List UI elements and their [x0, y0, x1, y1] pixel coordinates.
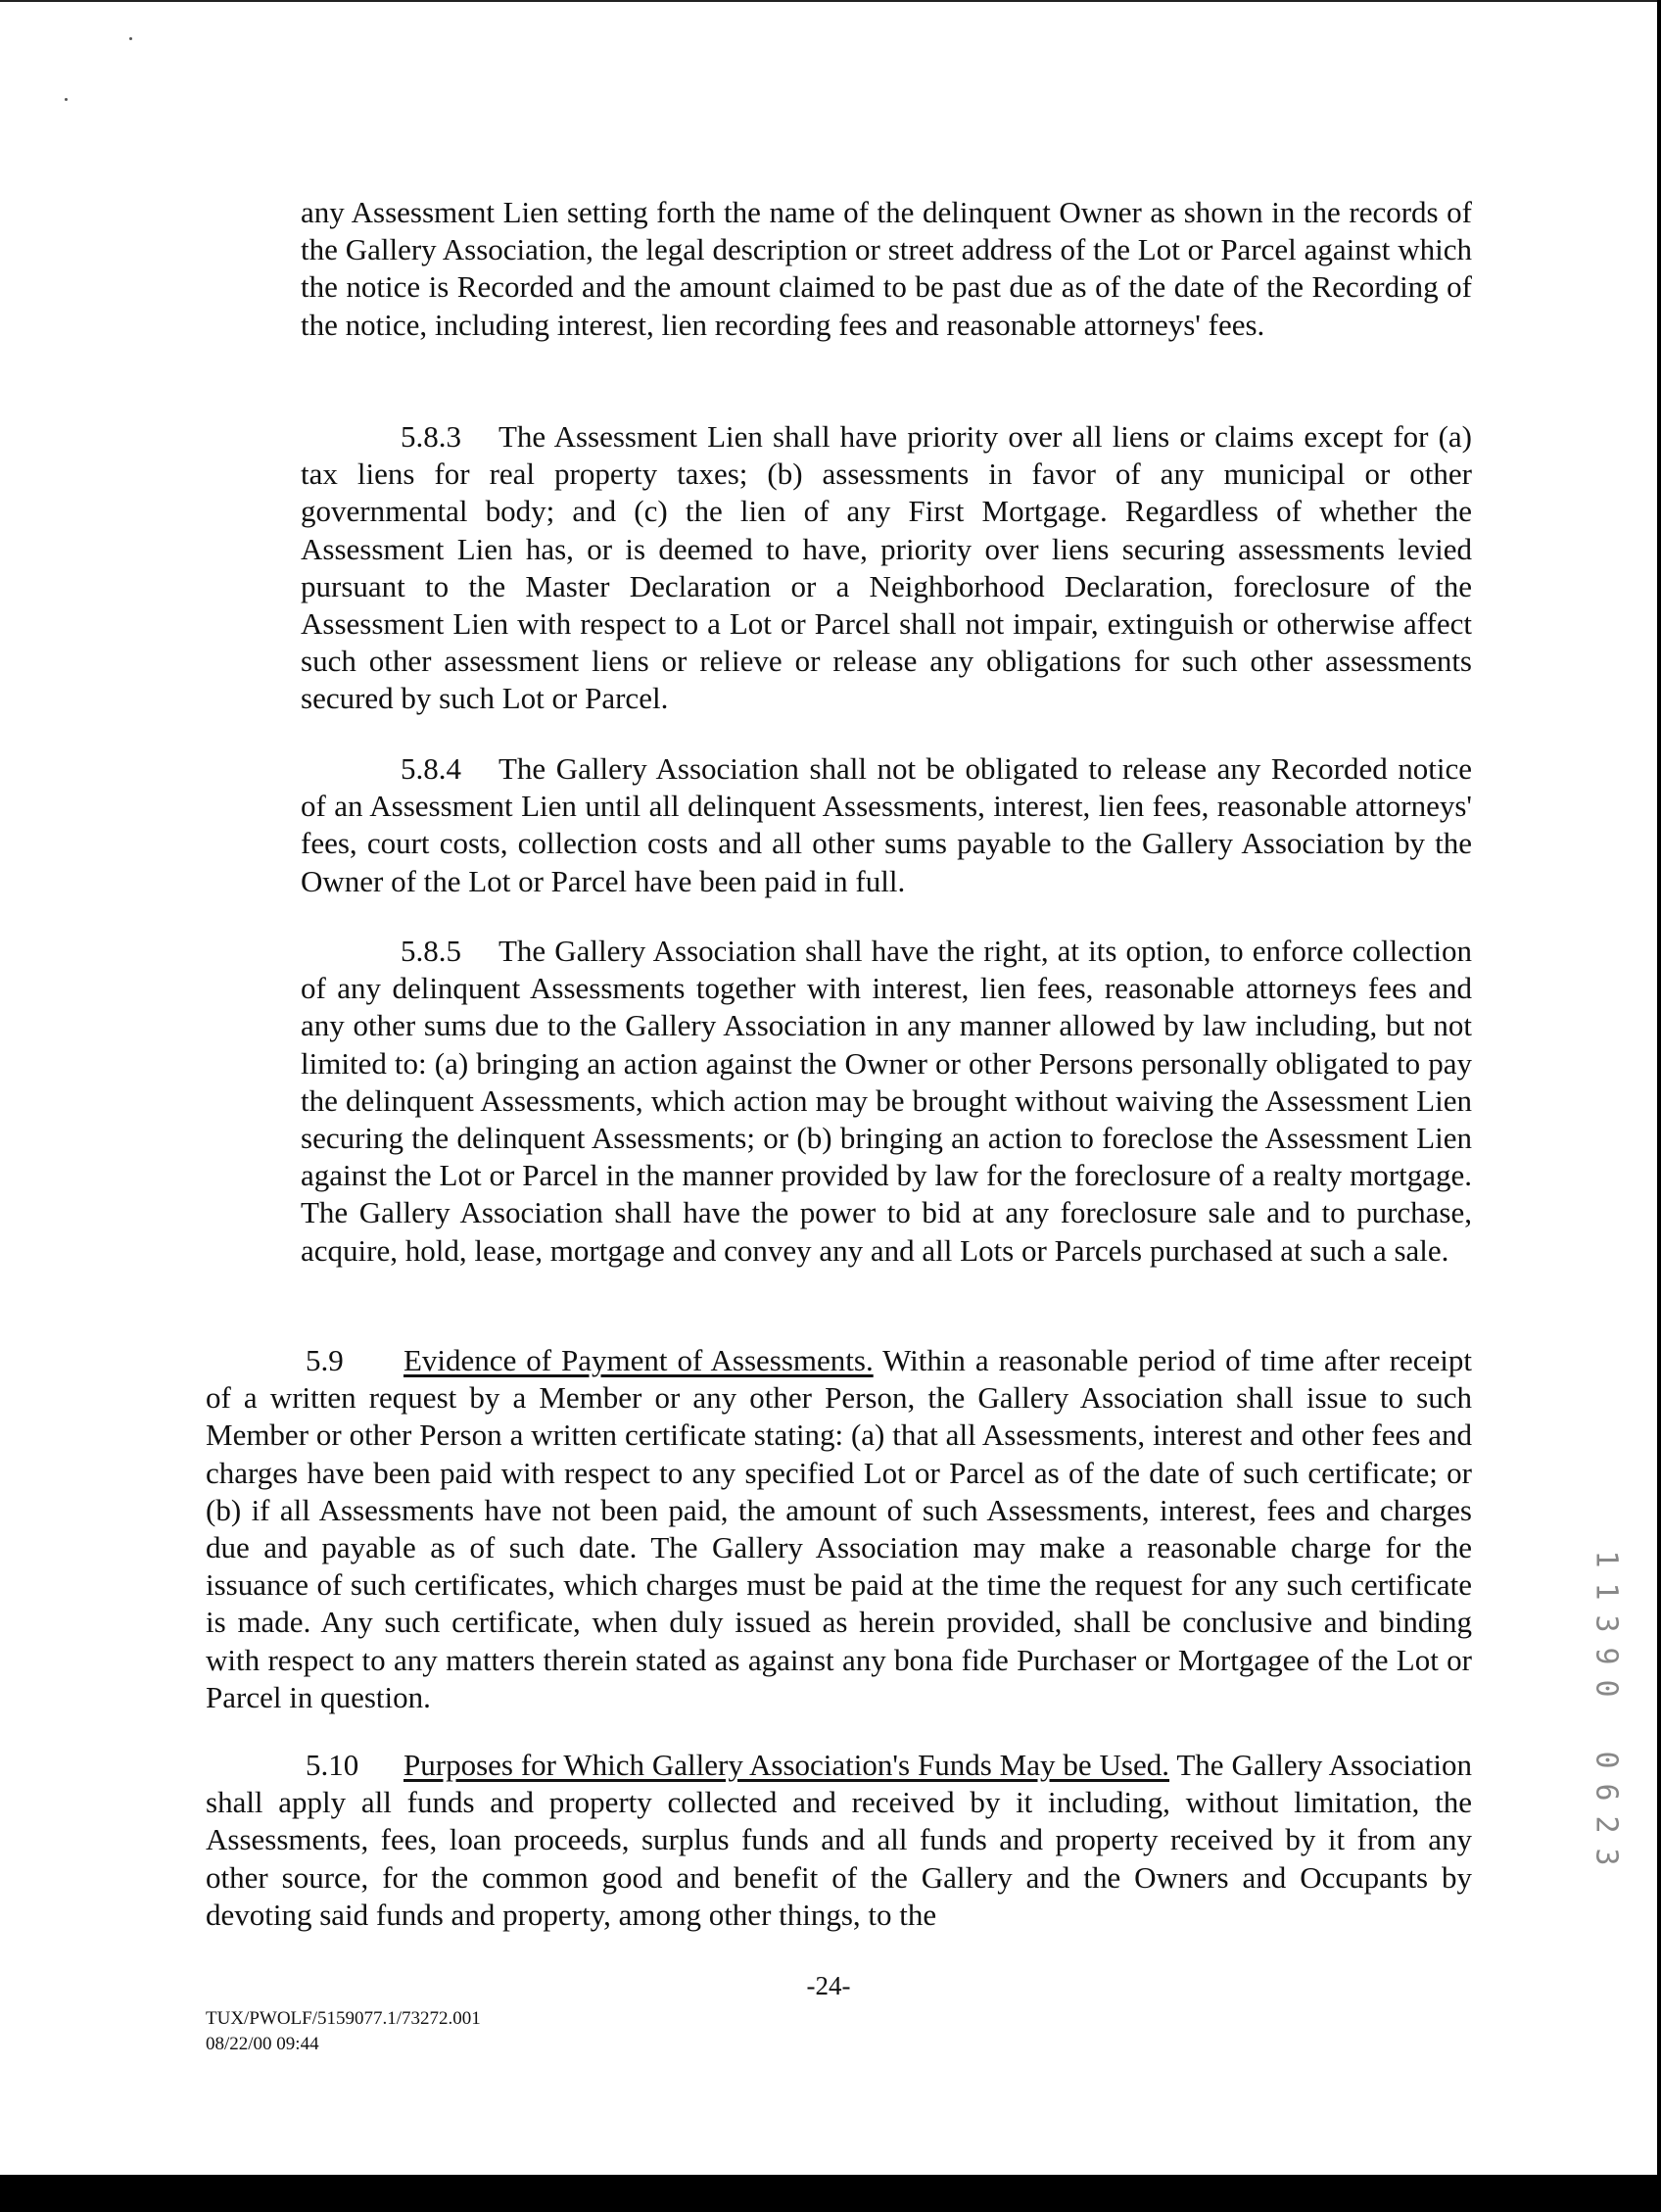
page-top-edge [0, 0, 1657, 2]
section-5-9 [206, 1342, 1472, 1716]
section-text: Within a reasonable period of time after receipt of a written request by a Member or any other Person, the Gallery Association shall issue to such Member or other Person a written certificate stating: (a) that all Assessments, interest and other fees and charges have been paid with respect to any specified Lot or Parcel as of the date of such certificate; or (b) if all Assessments have not been paid, the amount of such Assessments, interest, fees and charges due and payable as of such date. The Gallery Association may make a reasonable charge for the issuance of such certificates, which charges must be paid at the time the request for any such certificate is made. Any such certificate, when duly issued as herein provided, shall be conclusive and binding with respect to any matters therein stated as against any bona fide Purchaser or Mortgagee of the Lot or Parcel in question. [206, 1343, 1472, 1714]
section-number: 5.8.5 [401, 934, 461, 968]
section-text: The Assessment Lien shall have priority over all liens or claims except for (a) tax liens for real property taxes; (b) assessments in favor of any municipal or other governmental body; and (c) the lien of any First Mortgage. Regardless of whether the Assessment Lien has, or is deemed to have, priority over liens securing assessments levied pursuant to the Master Declaration or a Neighborhood Declaration, foreclosure of the Assessment Lien with respect to a Lot or Parcel shall not impair, extinguish or otherwise affect such other assessment liens or relieve or release any obligations for such other assessments secured by such Lot or Parcel. [301, 419, 1472, 716]
stamp-digit: 1 [1589, 1550, 1624, 1568]
stamp-digit: 3 [1589, 1614, 1624, 1633]
section-number: 5.9 [306, 1343, 344, 1377]
section-text: The Gallery Association shall not be obligated to release any Recorded notice of an Assessment Lien until all delinquent Assessments, interest, lien fees, reasonable attorneys' fees, court costs, collection costs and all other sums payable to the Gallery Association by the Owner of the Lot or Parcel have been paid in full. [301, 751, 1472, 898]
section-number: 5.10 [306, 1748, 359, 1782]
paragraph-continuation: any Assessment Lien setting forth the name of the delinquent Owner as shown in the records of the Gallery Association, the legal description or street address of the Lot or Parcel against which the notice is Recorded and the amount claimed to be past due as of the date of the Recording of the notice, including interest, lien recording fees and reasonable attorneys' fees. [301, 195, 1472, 342]
section-number: 5.8.3 [401, 419, 461, 454]
stamp-digit: 6 [1589, 1783, 1624, 1802]
section-5-10 [206, 1747, 1472, 1934]
recording-stamp [1587, 1543, 1626, 1873]
stamp-digit: 3 [1589, 1848, 1624, 1866]
section-text: The Gallery Association shall have the right, at its option, to enforce collection of any delinquent Assessments together with interest, lien fees, reasonable attorneys fees and any other sums due to the Gallery Association in any manner allowed by law including, but not limited to: (a) bringing an action against the Owner or other Persons personally obligated to pay the delinquent Assessments, which action may be brought without waiving the Assessment Lien securing the delinquent Assessments; or (b) bringing an action to foreclose the Assessment Lien against the Lot or Parcel in the manner provided by law for the foreclosure of a realty mortgage. The Gallery Association shall have the power to bid at any foreclosure sale and to purchase, acquire, hold, lease, mortgage and convey any and all Lots or Parcels purchased at such a sale. [301, 934, 1472, 1268]
footer-doc-id: TUX/PWOLF/5159077.1/73272.001 [206, 2008, 481, 2029]
scan-speck [129, 37, 132, 40]
section-5-8-4 [301, 750, 1472, 900]
section-number: 5.8.4 [401, 751, 461, 786]
section-heading: Purposes for Which Gallery Association's Funds May be Used. [403, 1748, 1170, 1782]
scan-speck [65, 98, 68, 101]
section-5-8-3 [301, 418, 1472, 718]
page-number: -24- [806, 1971, 851, 2000]
stamp-digit: 1 [1589, 1582, 1624, 1601]
document-footer [206, 2006, 481, 2057]
stamp-digit: 0 [1589, 1679, 1624, 1698]
section-text: The Gallery Association shall apply all funds and property collected and received by it including, without limitation, the Assessments, fees, loan proceeds, surplus funds and all funds and property received by it from any other source, for the common good and benefit of the Gallery and the Owners and Occupants by devoting said funds and property, among other things, to the [206, 1748, 1472, 1932]
section-heading: Evidence of Payment of Assessments. [403, 1343, 874, 1377]
section-5-8-5 [301, 933, 1472, 1270]
footer-timestamp: 08/22/00 09:44 [206, 2034, 319, 2054]
stamp-digit: 2 [1589, 1815, 1624, 1834]
stamp-digit: 9 [1589, 1647, 1624, 1665]
stamp-digit: 0 [1589, 1751, 1624, 1769]
